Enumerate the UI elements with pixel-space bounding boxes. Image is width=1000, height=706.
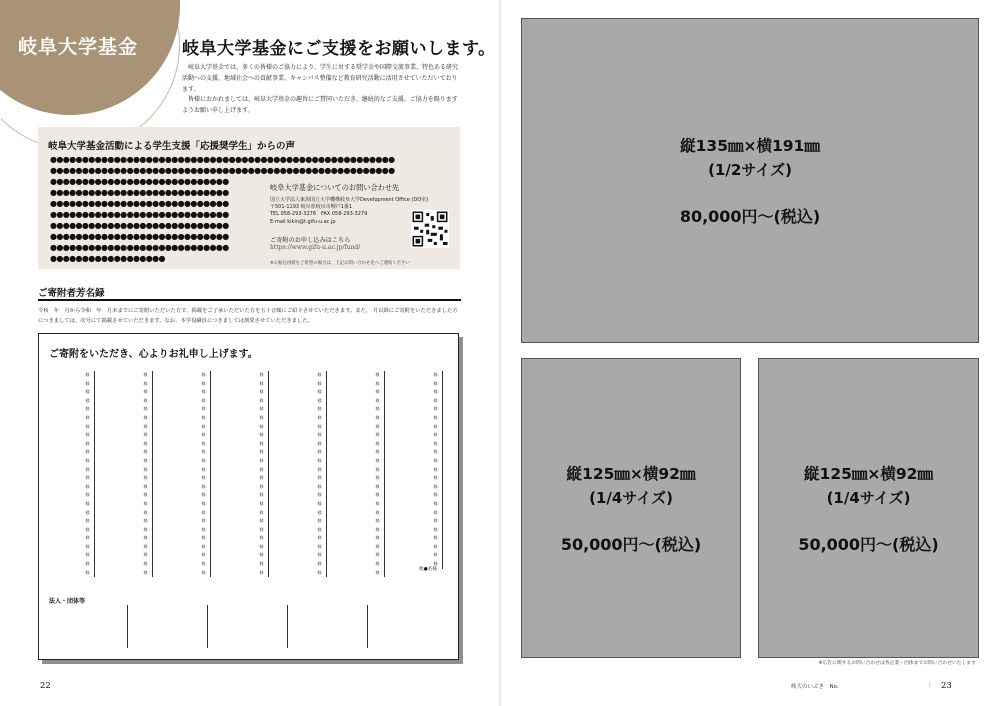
ad-slot-kind: (1/2サイズ) xyxy=(708,161,792,179)
page-title: 岐阜大学基金にご支援をお願いします。 xyxy=(182,39,496,59)
intro-text xyxy=(182,63,458,117)
donor-column-line xyxy=(442,371,443,569)
donor-name-marks: 様 様 様 様 様 様 様 様 様 様 様 様 様 様 様 様 様 様 様 様 様 様 様 様 xyxy=(143,372,148,575)
column-divider xyxy=(287,605,288,648)
contact-title: 岐阜大学基金についてのお問い合わせ先 xyxy=(270,183,400,192)
thanks-box xyxy=(38,333,459,660)
donor-heading: ご寄附者芳名録 xyxy=(38,288,105,299)
qr-code-icon[interactable] xyxy=(411,210,449,248)
placeholder-dots: ●●●●●●●●●●●●●●●●●● xyxy=(50,255,165,263)
divider xyxy=(38,299,461,301)
contact-line: 国立大学法人東海国立大学機構岐阜大学Development Office (DO室) xyxy=(270,197,429,203)
donor-description: 令和 年 月から令和 年 月末までにご寄附いただいた方で、掲載をご了承いただいた方を五十音順にご紹介させていただきます。また、 月以降にご寄附をいただきました方につきましては、次号にて掲載させていただきます。なお、本学役職員につきましては割愛させていただきました。 xyxy=(38,308,458,324)
donor-column-line xyxy=(384,371,385,577)
intro-paragraph: 皆様におかれましては、岐阜大学基金の趣旨にご賛同いただき、継続的なご支援、ご協力を賜りますようお願い申し上げます。 xyxy=(182,96,458,115)
ad-slot-price: 80,000円～(税込) xyxy=(679,207,821,226)
apply-url-link[interactable]: https://www.gifu-u.ac.jp/fund/ xyxy=(270,244,361,251)
donor-column-line xyxy=(152,371,153,577)
publication-name: 岐大のいぶき No. xyxy=(791,684,839,690)
placeholder-dots: ●●●●●●●●●●●●●●●●●●●●●●●●●●●● xyxy=(50,233,229,241)
contact-line: TEL 058-293-3276 FAX 058-293-3279 xyxy=(270,211,368,218)
donor-name-marks: 様 様 様 様 様 様 様 様 様 様 様 様 様 様 様 様 様 様 様 様 様 様 様 様 xyxy=(259,372,264,575)
ad-slot-price: 50,000円～(税込) xyxy=(798,534,939,554)
ad-slot-size: 縦125㎜×横92㎜ xyxy=(566,464,696,483)
placeholder-dots: ●●●●●●●●●●●●●●●●●●●●●●●●●●●● xyxy=(50,222,229,230)
ad-slot-quarter xyxy=(521,358,741,658)
header-badge-text: 岐阜大学基金 xyxy=(18,36,139,58)
donor-name-marks: 様 様 様 様 様 様 様 様 様 様 様 様 様 様 様 様 様 様 様 様 様 様 様 様 xyxy=(317,372,322,575)
placeholder-dots: ●●●●●●●●●●●●●●●●●●●●●●●●●●●● xyxy=(50,189,229,197)
donor-column-line xyxy=(210,371,211,577)
ad-slot-kind: (1/4サイズ) xyxy=(589,488,673,507)
left-page xyxy=(0,0,499,706)
placeholder-dots: ●●●●●●●●●●●●●●●●●●●●●●●●●●●● xyxy=(50,178,229,186)
placeholder-dots: ●●●●●●●●●●●●●●●●●●●●●●●●●●●●●●●●●●●●●●●●●●●●●●●●●●●●●● xyxy=(50,156,395,164)
donor-name-marks: 様 様 様 様 様 様 様 様 様 様 様 様 様 様 様 様 様 様 様 様 様 様 様 様 xyxy=(375,372,380,575)
contact-email[interactable]: E-mail kikin@t.gifu-u.ac.jp xyxy=(270,218,336,225)
column-divider xyxy=(127,605,128,648)
intro-paragraph: 岐阜大学基金では、多くの皆様のご協力により、学生に対する奨学金や国際交流事業、特色ある研究活動への支援、地域社会への貢献事業、キャンパス整備など教育研究活動に活用させていただいております。 xyxy=(182,64,459,93)
ad-note: ※広告に関するお問い合わせは各企業・団体までお問い合わせいたします xyxy=(818,661,976,666)
contact-line: 〒501-1193 岐阜県岐阜市柳戸1番1 xyxy=(270,204,353,211)
ad-slot-quarter xyxy=(758,358,979,658)
ad-slot-price: 50,000円～(税込) xyxy=(560,534,702,554)
placeholder-dots: ●●●●●●●●●●●●●●●●●●●●●●●●●●●● xyxy=(50,211,229,219)
donor-column-line xyxy=(94,371,95,577)
ad-slot-size: 縦125㎜×横92㎜ xyxy=(804,464,933,483)
placeholder-dots: ●●●●●●●●●●●●●●●●●●●●●●●●●●●● xyxy=(50,244,229,252)
donor-name-marks: 様 様 様 様 様 様 様 様 様 様 様 様 様 様 様 様 様 様 様 様 様 様 様 様 xyxy=(201,372,206,575)
ad-slot-half xyxy=(521,18,979,343)
ad-slot-kind: (1/4サイズ) xyxy=(826,488,911,507)
page-number-right: 23 xyxy=(941,681,952,691)
student-voices-box xyxy=(38,127,460,269)
voices-title: 岐阜大学基金活動による学生支援「応援奨学生」からの声 xyxy=(48,141,296,152)
column-divider xyxy=(207,605,208,648)
column-divider xyxy=(367,605,368,648)
corporate-label: 法人・団体等 xyxy=(49,598,86,605)
thanks-title: ご寄附をいただき、心よりお礼申し上げます。 xyxy=(49,349,258,360)
donor-column-line xyxy=(326,371,327,577)
placeholder-dots: ●●●●●●●●●●●●●●●●●●●●●●●●●●●● xyxy=(50,200,229,208)
ad-slot-size: 縦135㎜×横191㎜ xyxy=(680,137,820,155)
donor-column-line xyxy=(268,371,269,577)
right-page xyxy=(501,0,1000,706)
others-count-label: 他●名様 xyxy=(419,567,437,572)
mail-note: ※お振込用紙をご希望の場合は、上記お問い合わせ先へご連絡ください xyxy=(270,261,410,266)
page-number-left: 22 xyxy=(40,681,51,691)
apply-label: ご寄附のお申し込みはこちら xyxy=(270,237,351,244)
donor-name-marks: 様 様 様 様 様 様 様 様 様 様 様 様 様 様 様 様 様 様 様 様 様 様 様 様 xyxy=(85,372,90,575)
donor-name-marks: 様 様 様 様 様 様 様 様 様 様 様 様 様 様 様 様 様 様 様 様 様 様 様 xyxy=(433,372,438,567)
placeholder-dots: ●●●●●●●●●●●●●●●●●●●●●●●●●●●●●●●●●●●●●●●●●●●●●●●●●●●●●● xyxy=(50,167,395,175)
footer-separator: | xyxy=(929,682,931,688)
